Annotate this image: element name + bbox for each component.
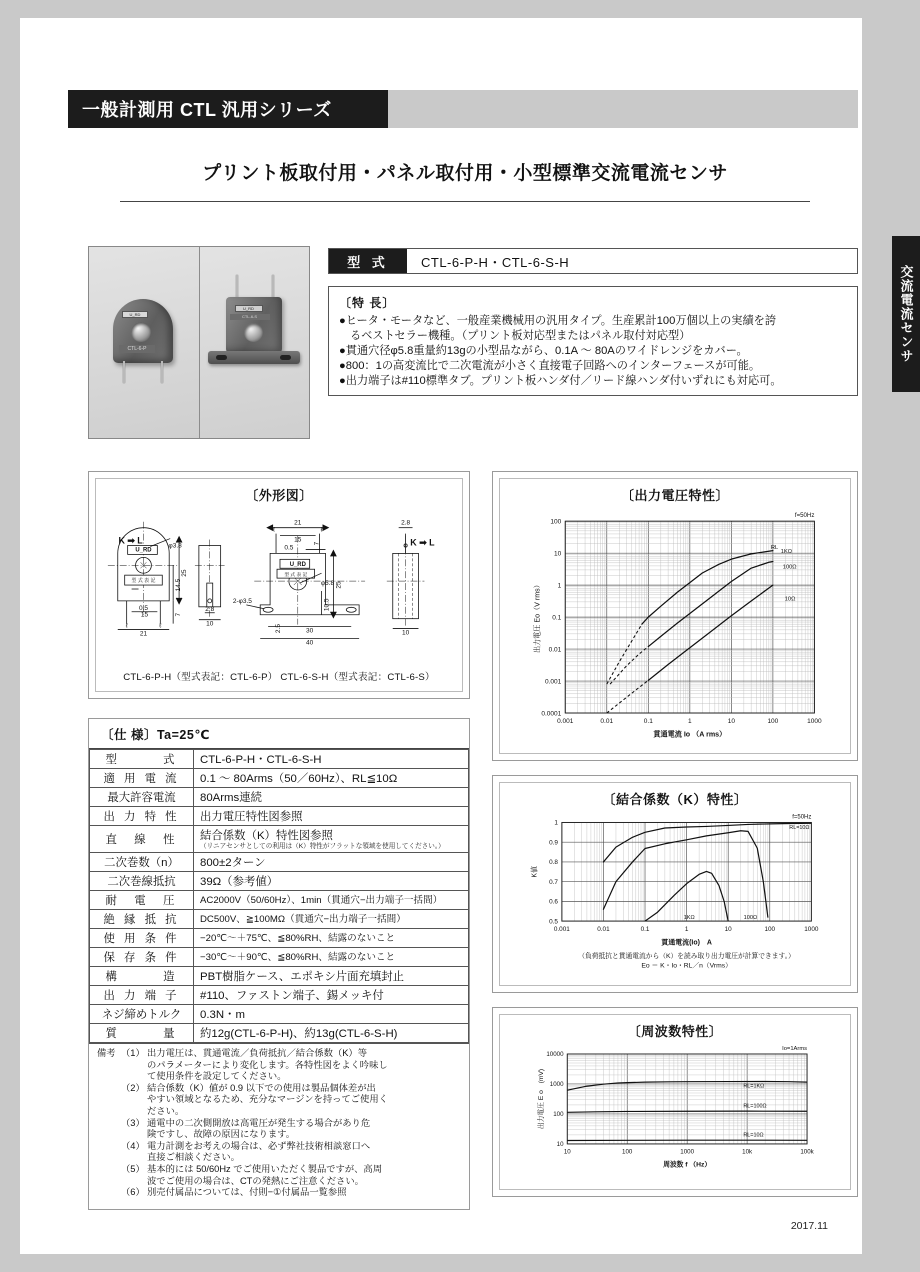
- spec-row-key: 直 線 性: [90, 826, 194, 853]
- spec-row-value: AC2000V（50/60Hz）、1min（貫通穴−出力端子一括間）: [194, 891, 469, 910]
- spec-row-key: 二次巻線抵抗: [90, 872, 194, 891]
- spec-row-value: DC500V、≧100MΩ（貫通穴−出力端子一括間）: [194, 910, 469, 929]
- spec-row-value: 39Ω（参考値）: [194, 872, 469, 891]
- svg-text:1KΩ: 1KΩ: [683, 915, 695, 922]
- spec-row-key: ネジ締めトルク: [90, 1005, 194, 1024]
- svg-text:7: 7: [175, 612, 183, 617]
- spec-note-line: 険ですし、故障の原因になります。: [147, 1129, 296, 1140]
- svg-text:100k: 100k: [800, 1148, 814, 1156]
- spec-row: [90, 1005, 469, 1024]
- svg-text:100: 100: [550, 518, 562, 526]
- svg-text:0.7: 0.7: [549, 878, 558, 886]
- spec-row-value: 結合係数（K）特性図参照 （リニアセンサとしての利用は（K）特性がフラットな領域を使用してください。）: [194, 826, 469, 853]
- svg-text:K ➡ L: K ➡ L: [410, 537, 435, 548]
- model-marking-icon: CTL-6-P: [119, 345, 155, 353]
- spec-notes: [89, 1043, 469, 1199]
- side-index-tab: 交流電流センサ: [892, 236, 920, 392]
- svg-text:21: 21: [294, 519, 302, 527]
- spec-note-line: ださい。: [147, 1105, 185, 1116]
- svg-text:2.5: 2.5: [274, 624, 282, 634]
- svg-text:2.8: 2.8: [205, 605, 215, 613]
- svg-text:貫通電流(Io) A: 貫通電流(Io) A: [661, 939, 712, 947]
- spec-row-value: #110、ファストン端子、錫メッキ付: [194, 986, 469, 1005]
- model-number-bar: [328, 248, 858, 274]
- svg-text:0.001: 0.001: [557, 717, 574, 725]
- spec-row-key: 質 量: [90, 1024, 194, 1043]
- series-badge: 一般計測用 CTL 汎用シリーズ: [68, 90, 388, 128]
- spec-row-key: 耐 電 圧: [90, 891, 194, 910]
- svg-text:0.9: 0.9: [549, 839, 558, 847]
- spec-table: [89, 749, 469, 1043]
- svg-text:出力電圧 Eo（V rms）: 出力電圧 Eo（V rms）: [533, 581, 542, 654]
- terminal-pin-icon: [236, 275, 238, 299]
- spec-row-value: 約12g(CTL-6-P-H)、約13g(CTL-6-S-H): [194, 1024, 469, 1043]
- feature-item: ●出力端子は#110標準タブ。プリント板ハンダ付／リード線ハンダ付いずれにも対応可。: [339, 374, 782, 387]
- chart-coupling-coefficient: [500, 807, 850, 983]
- chart-title-frequency: 〔周波数特性〕: [627, 1024, 723, 1039]
- svg-text:1000: 1000: [807, 717, 822, 725]
- svg-text:25: 25: [181, 569, 189, 577]
- svg-text:10: 10: [206, 620, 214, 628]
- specifications-panel: [88, 718, 470, 1210]
- product-photos: [88, 246, 310, 439]
- spec-note-line: （2） 結合係数（K）値が 0.9 以下での使用は製品個体差が出: [121, 1082, 376, 1093]
- svg-text:0.1: 0.1: [552, 614, 562, 622]
- chart-title-coupling: 〔結合係数（K）特性〕: [602, 792, 748, 807]
- spec-row: [90, 1024, 469, 1043]
- spec-row-key: 出 力 端 子: [90, 986, 194, 1005]
- spec-row: [90, 986, 469, 1005]
- frequency-chart-panel: [492, 1007, 858, 1197]
- svg-text:15: 15: [294, 536, 302, 544]
- spec-note-line: のパラメーターにより変化します。各特性図をよく吟味し: [147, 1059, 388, 1070]
- svg-text:0.8: 0.8: [549, 859, 558, 867]
- svg-text:10000: 10000: [546, 1051, 564, 1059]
- spec-row-value: 出力電圧特性図参照: [194, 807, 469, 826]
- svg-text:0.001: 0.001: [553, 925, 570, 933]
- svg-text:15: 15: [140, 611, 149, 619]
- mounting-hole-icon: [280, 355, 291, 360]
- svg-text:2.8: 2.8: [401, 519, 411, 527]
- spec-note-line: て使用条件を設定してください。: [147, 1071, 287, 1082]
- svg-text:14.5: 14.5: [175, 578, 183, 592]
- svg-text:1: 1: [554, 819, 558, 827]
- svg-text:K ➡ L: K ➡ L: [118, 535, 143, 546]
- outline-svg: [96, 505, 462, 675]
- svg-text:RL=1KΩ: RL=1KΩ: [743, 1083, 765, 1090]
- svg-text:RL=10Ω: RL=10Ω: [743, 1132, 764, 1139]
- model-marking-icon: CTL-6-S: [230, 314, 270, 320]
- svg-text:1000: 1000: [804, 925, 819, 933]
- spec-note-line: （3） 通電中の二次側開放は高電圧が発生する場合があり危: [121, 1117, 371, 1128]
- svg-text:ℓ: ℓ: [159, 622, 162, 630]
- coupling-coefficient-chart-panel: [492, 775, 858, 993]
- feature-item: ●800：1の高変流比で二次電流が小さく直接電子回路へのインターフェースが可能。: [339, 359, 761, 372]
- svg-text:1000: 1000: [549, 1081, 564, 1089]
- terminal-pin-icon: [123, 361, 125, 383]
- svg-text:25: 25: [335, 581, 343, 589]
- svg-text:周波数 f （Hz）: 周波数 f （Hz）: [663, 1161, 712, 1169]
- through-hole-icon: [244, 323, 263, 342]
- spec-row-value: 0.3N・m: [194, 1005, 469, 1024]
- photo-panel-mount: [199, 247, 310, 438]
- svg-text:10: 10: [724, 925, 732, 933]
- model-value: CTL-6-P-H・CTL-6-S-H: [421, 254, 570, 270]
- svg-text:100: 100: [764, 925, 776, 933]
- svg-text:0.5: 0.5: [284, 544, 294, 552]
- svg-text:0.1: 0.1: [643, 717, 653, 725]
- svg-text:1KΩ: 1KΩ: [780, 548, 793, 555]
- spec-row-key: 保 存 条 件: [90, 948, 194, 967]
- outline-caption: CTL-6-P-H（型式表記：CTL-6-P） CTL-6-S-H（型式表記：CTL-6-S）: [123, 672, 435, 683]
- page-sheet: [20, 18, 914, 1254]
- spec-row-key: 出 力 特 性: [90, 807, 194, 826]
- svg-text:φ3.8: φ3.8: [168, 542, 182, 550]
- svg-text:ℓ: ℓ: [320, 526, 323, 534]
- spec-row-value: 0.1 ～ 80Arms（50／60Hz）、RL≦10Ω: [194, 769, 469, 788]
- svg-text:U_RD: U_RD: [135, 547, 152, 554]
- spec-row: [90, 853, 469, 872]
- output-voltage-chart-panel: [492, 471, 858, 761]
- spec-row-subnote: （リニアセンサとしての利用は（K）特性がフラットな領域を使用してください。）: [200, 843, 445, 850]
- feature-item: ●ヒータ・モータなど、一般産業機械用の汎用タイプ。生産累計100万個以上の実績を誇 るベストセラー機種。（プリント板対応型またはパネル取付対応型）: [339, 315, 777, 342]
- feature-item: ●貫通穴径φ5.8重量約13gの小型品ながら、0.1A ～ 80Aのワイドレンジをカバー。: [339, 344, 748, 357]
- spec-row: [90, 750, 469, 769]
- svg-text:10Ω: 10Ω: [784, 596, 796, 603]
- svg-text:（負荷抵抗と貫通電流から（K）を読み取り出力電圧が計算できま: （負荷抵抗と貫通電流から（K）を読み取り出力電圧が計算できます。）: [578, 952, 795, 960]
- spec-row: [90, 967, 469, 986]
- outline-drawing-panel: [88, 471, 470, 699]
- svg-text:2-φ3.5: 2-φ3.5: [232, 597, 252, 605]
- svg-text:0.01: 0.01: [597, 925, 610, 933]
- svg-text:ℓ: ℓ: [125, 622, 128, 630]
- svg-text:100: 100: [622, 1148, 633, 1156]
- svg-text:Eo ＝ K・Io・RL／n（Vrms）: Eo ＝ K・Io・RL／n（Vrms）: [641, 962, 732, 970]
- spec-row-key: 適 用 電 流: [90, 769, 194, 788]
- chart-output-voltage: [500, 503, 850, 751]
- spec-row: [90, 826, 469, 853]
- svg-text:型 式 表 記: 型 式 表 記: [131, 579, 156, 585]
- svg-text:10.5: 10.5: [323, 598, 331, 612]
- spec-note-line: 備考 （1） 出力電圧は、貫通電流／負荷抵抗／結合係数（K）等: [97, 1048, 368, 1058]
- svg-text:100: 100: [553, 1111, 564, 1119]
- svg-text:0.5: 0.5: [549, 918, 558, 926]
- spec-note-line: （6） 別売付属品については、付則−①付属品一覧参照: [121, 1187, 347, 1198]
- chart-frequency-response: [500, 1039, 850, 1187]
- spec-row-value: 800±2ターン: [194, 853, 469, 872]
- spec-row: [90, 807, 469, 826]
- page-subtitle: プリント板取付用・パネル取付用・小型標準交流電流センサ: [202, 163, 728, 184]
- brand-plate-icon: U_RD: [122, 311, 148, 318]
- svg-text:100Ω: 100Ω: [743, 915, 758, 922]
- svg-text:型 式 表 記: 型 式 表 記: [284, 573, 308, 579]
- svg-text:21: 21: [139, 630, 148, 638]
- svg-text:RL=100Ω: RL=100Ω: [743, 1103, 767, 1110]
- svg-text:0.0001: 0.0001: [541, 710, 562, 718]
- svg-text:0.5: 0.5: [138, 604, 149, 612]
- spec-row: [90, 891, 469, 910]
- spec-row-key: 型 式: [90, 750, 194, 769]
- svg-text:ℓ: ℓ: [272, 526, 276, 534]
- spec-row-value: −20℃～＋75℃、≦80%RH、結露のないこと: [194, 929, 469, 948]
- svg-text:7: 7: [313, 541, 321, 546]
- svg-text:1: 1: [684, 925, 689, 933]
- svg-text:0.001: 0.001: [544, 678, 562, 686]
- spec-row: [90, 948, 469, 967]
- mounting-hole-icon: [216, 355, 227, 360]
- spec-note-line: 直接ご相談ください。: [147, 1152, 240, 1163]
- svg-text:f=50Hz: f=50Hz: [792, 814, 812, 821]
- svg-text:40: 40: [306, 639, 314, 647]
- through-hole-icon: [131, 322, 151, 342]
- spec-row: [90, 910, 469, 929]
- svg-text:10: 10: [727, 717, 735, 725]
- svg-text:10k: 10k: [742, 1148, 753, 1156]
- chart-title-output-voltage: 〔出力電圧特性〕: [620, 488, 729, 503]
- model-label: 型 式: [329, 249, 407, 273]
- svg-text:0.01: 0.01: [600, 717, 614, 725]
- svg-text:10: 10: [401, 629, 410, 637]
- spec-row-key: 構 造: [90, 967, 194, 986]
- outline-drawing: [96, 505, 462, 675]
- svg-text:10: 10: [554, 550, 562, 558]
- svg-text:0.6: 0.6: [549, 898, 558, 906]
- outline-title: 〔外形図〕: [245, 488, 313, 503]
- spec-row-key: 絶 縁 抵 抗: [90, 910, 194, 929]
- svg-text:RL=10Ω: RL=10Ω: [789, 825, 810, 832]
- spec-table-title: 〔仕 様〕Ta=25℃: [89, 719, 469, 749]
- spec-row-key: 最大許容電流: [90, 788, 194, 807]
- spec-note-line: 波でご使用の場合は、CTの発熱にご注意ください。: [147, 1175, 364, 1186]
- svg-text:0.1: 0.1: [640, 925, 650, 933]
- spec-row-value: 80Arms連続: [194, 788, 469, 807]
- svg-text:f=50Hz: f=50Hz: [794, 512, 815, 520]
- svg-text:φ5.8: φ5.8: [320, 580, 335, 588]
- spec-note-line: （5） 基本的には 50/60Hz でご使用いただく製品ですが、高周: [121, 1163, 383, 1174]
- svg-text:1: 1: [688, 717, 692, 725]
- svg-text:1000: 1000: [680, 1148, 695, 1156]
- brand-plate-icon: U_RD: [235, 305, 263, 312]
- spec-row-key: 使 用 条 件: [90, 929, 194, 948]
- svg-text:10: 10: [556, 1141, 564, 1149]
- svg-text:100: 100: [767, 717, 779, 725]
- spec-note-line: やすい領域となるため、充分なマージンを持ってご使用く: [147, 1094, 388, 1105]
- series-header-bar: [68, 90, 858, 128]
- terminal-pin-icon: [161, 361, 163, 383]
- svg-text:U_RD: U_RD: [289, 562, 306, 569]
- features-box: [328, 286, 858, 396]
- spec-note-line: （4） 電力計測をお考えの場合は、必ず弊社技術相談窓口へ: [121, 1140, 371, 1151]
- svg-text:Io=1Arms: Io=1Arms: [782, 1046, 808, 1053]
- terminal-pin-icon: [272, 275, 274, 299]
- revision-date: 2017.11: [790, 1220, 828, 1232]
- spec-row-value: −30℃～＋90℃、≦80%RH、結露のないこと: [194, 948, 469, 967]
- svg-text:貫通電流 Io （A rms）: 貫通電流 Io （A rms）: [653, 730, 727, 739]
- features-title: 〔特 長〕: [339, 296, 396, 310]
- svg-text:K値: K値: [531, 865, 539, 878]
- spec-row-key: 二次巻数（n）: [90, 853, 194, 872]
- photo-pcb-mount: [89, 247, 199, 438]
- svg-text:100Ω: 100Ω: [782, 564, 797, 571]
- svg-text:出力電圧 E o (mV): 出力電圧 E o (mV): [537, 1068, 545, 1130]
- svg-text:1: 1: [557, 582, 562, 590]
- spec-row: [90, 872, 469, 891]
- svg-text:10: 10: [563, 1148, 571, 1156]
- svg-text:30: 30: [306, 627, 314, 635]
- spec-row: [90, 929, 469, 948]
- subtitle-divider: [120, 201, 810, 202]
- spec-row: [90, 769, 469, 788]
- spec-row-value: CTL-6-P-H・CTL-6-S-H: [194, 750, 469, 769]
- spec-row-value: PBT樹脂ケース、エポキシ片面充填封止: [194, 967, 469, 986]
- svg-text:RL: RL: [770, 544, 779, 551]
- spec-row: [90, 788, 469, 807]
- svg-text:0.01: 0.01: [548, 646, 562, 654]
